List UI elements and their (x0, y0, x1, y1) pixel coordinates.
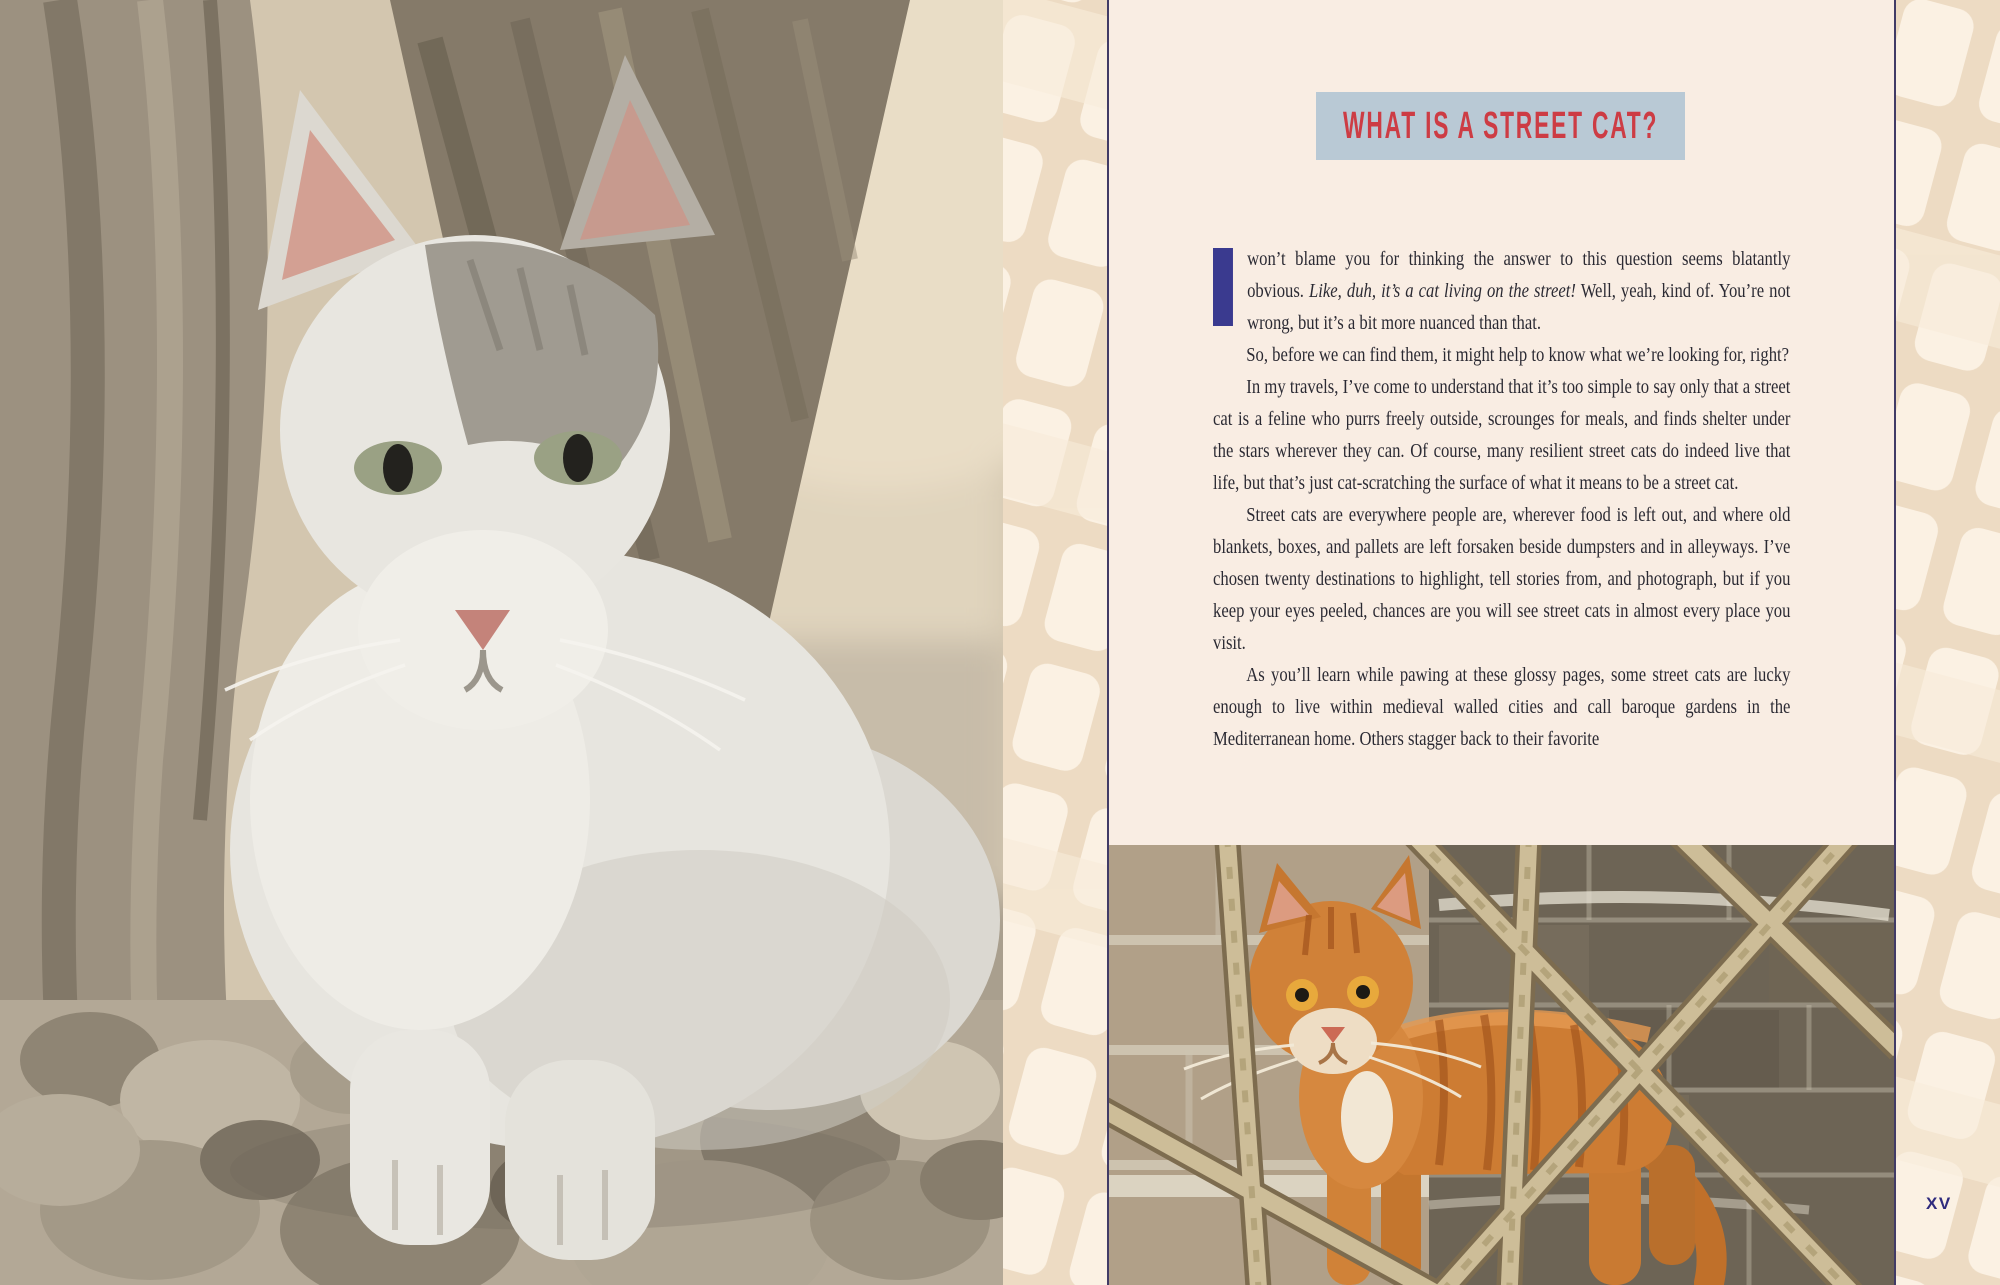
paragraph: In my travels, I’ve come to understand that it’s too simple to say only that a street cat is a feline who purrs freely outside, scrounges for meals, and finds shelter under the stars wherever they can. Of course, many resilient street cats do indeed live that life, but that’s just cat-scratching the surface of what it means to be a street cat. (1213, 376, 1791, 494)
white-chest-patch (1341, 1071, 1393, 1163)
cat-front-paw (505, 1060, 655, 1260)
paragraph: won’t blame you for thinking the answer to this question seems blatantly obvious. Like, duh, it’s a cat living on the street! Well, yeah, kind of. You’re not wrong, but it’s a bit more nuanced than that. (1213, 243, 1790, 339)
cat-front-paw (350, 1030, 490, 1245)
content-frame (1107, 0, 1896, 1285)
page-number: XV (1926, 1194, 1952, 1213)
right-page-photo-orange-cat-lattice (1109, 845, 1894, 1285)
chapter-title-banner (1316, 92, 1685, 160)
paragraph: Street cats are everywhere people are, wherever food is left out, and where old blankets, boxes, and pallets are left forsaken beside dumpsters and in alleyways. I’ve chosen twenty destinations to highlight, tell stories from, and photograph, but if you keep your eyes peeled, chances are you will see street cats in almost every place you visit. (1213, 504, 1791, 654)
body-paragraphs (1213, 243, 1790, 755)
page-title: WHAT IS A STREET CAT? (1342, 105, 1659, 147)
drop-cap-letter-I (1213, 248, 1233, 326)
paragraph: So, before we can find them, it might help to know what we’re looking for, right? (1246, 344, 1790, 366)
paragraph: As you’ll learn while pawing at these glossy pages, some street cats are lucky enough to live within medieval walled cities and call baroque gardens in the Mediterranean home. Others stagger back to their favorite (1213, 664, 1791, 750)
right-page (1003, 0, 2000, 1285)
